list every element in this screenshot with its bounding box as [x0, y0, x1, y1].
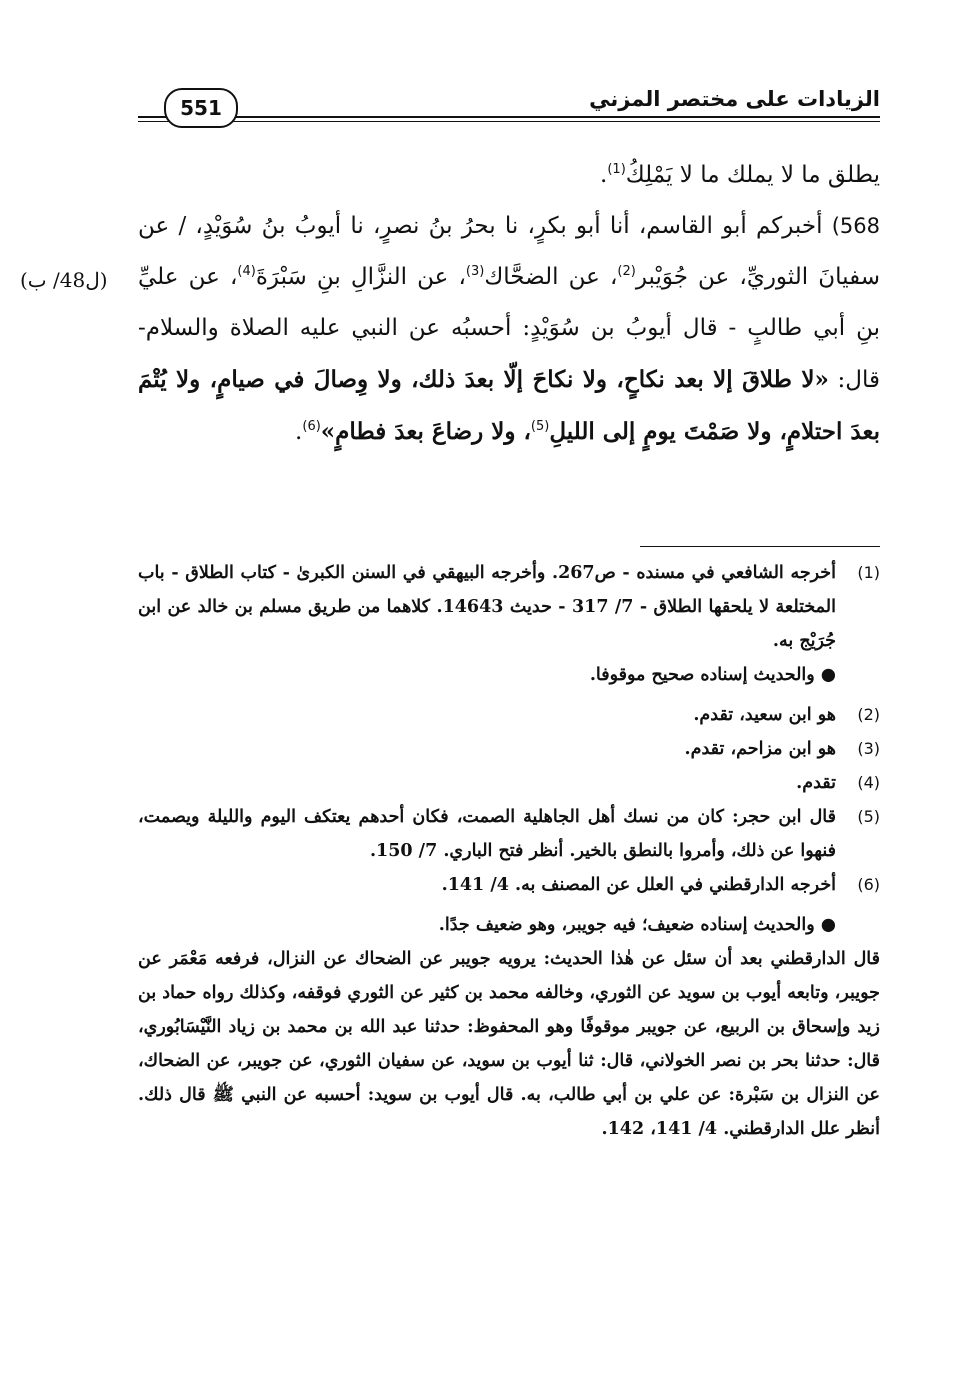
matn-end: .: [295, 419, 303, 445]
page-header: [138, 82, 880, 128]
footnote-ref-3: (3): [465, 264, 485, 279]
footnote-6: [138, 868, 880, 902]
opening-line: [138, 150, 880, 201]
footnote-text: هو ابن سعيد، تقدم.: [693, 705, 836, 725]
footnote-text: هو ابن مزاحم، تقدم.: [684, 739, 836, 759]
footnote-3: [138, 732, 880, 766]
isnad-part-b: ، عن الضحَّاك: [484, 264, 618, 290]
footnote-5: [138, 800, 880, 868]
footnote-number: (1): [857, 563, 880, 582]
isnad-part-d: ، عن عليِّ بنِ أبي طالبٍ - قال أيوبُ بن سُوَيْدٍ: أحسبُه عن النبي عليه الصلاة والسلام- قال:: [138, 264, 880, 393]
isnad-part-c: ، عن النزَّالِ بنِ سَبْرَةَ: [255, 264, 466, 290]
footnote-note-text: والحديث إسناده صحيح موقوفا.: [589, 665, 815, 685]
hadith-number: 568): [831, 214, 880, 238]
matn-part-a: «لا طلاقَ إلا بعد نكاحٍ، ولا نكاحَ إلّا بعدَ ذلك، ولا وِصالَ في صيامٍ، ولا يُتْمَ بعدَ احتلامٍ، ولا صَمْتَ يومٍ إلى الليلِ: [138, 366, 880, 445]
header-rule: [138, 116, 880, 118]
footnotes: [138, 556, 880, 1146]
footnote-separator: [640, 546, 880, 547]
bullet-icon: ●: [820, 915, 836, 935]
page-number: 551: [164, 88, 238, 128]
footnote-text: قال ابن حجر: كان من نسك أهل الجاهلية الصمت، فكان أحدهم يعتكف اليوم والليلة ويصمت، فنهوا عن ذلك، وأمروا بالنطق بالخير. أنظر فتح الباري. 7/ 150.: [138, 807, 836, 861]
header-rule-thin: [138, 121, 880, 122]
opening-line-text: يطلق ما لا يملك ما لا يَمْلِكُ: [625, 162, 880, 188]
footnote-text: أخرجه الدارقطني في العلل عن المصنف به. 4/ 141.: [441, 875, 836, 895]
manuscript-folio-reference: (ل48/ ب): [20, 268, 108, 292]
opening-line-end: .: [600, 162, 608, 188]
footnote-ref-4: (4): [237, 264, 256, 279]
footnote-ref-5: (5): [530, 419, 550, 434]
footnote-ref-2: (2): [617, 264, 636, 279]
footnote-number: (2): [857, 705, 880, 724]
footnote-number: (6): [857, 875, 880, 894]
footnote-1: [138, 556, 880, 658]
footnote-text: تقدم.: [796, 773, 836, 793]
hadith-568: [138, 201, 880, 458]
footnote-4: [138, 766, 880, 800]
matn-part-b: ، ولا رضاعَ بعدَ فطامٍ»: [320, 418, 531, 445]
footnote-note-text: والحديث إسناده ضعيف؛ فيه جويبر، وهو ضعيف جدًا.: [438, 915, 815, 935]
footnote-6-paragraph: قال الدارقطني بعد أن سئل عن هٰذا الحديث: يرويه جويبر عن الضحاك عن النزال، فرفعه مَعْمَر عن جويبر، وتابعه أيوب بن سويد عن الثوري، وخالفه محمد بن كثير عن الثوري فوقفه، وكذلك رواه حماد بن زيد وإسحاق بن الربيع، عن جويبر موقوفًا وهو المحفوظ: حدثنا عبد الله بن محمد بن زياد النَّيْسَابُوري، قال: حدثنا بحر بن نصر الخولاني، قال: ثنا أيوب بن سويد، عن سفيان الثوري، عن جويبر، عن الضحاك، عن النزال بن سَبْرة: عن علي بن أبي طالب، به. قال أيوب بن سويد: أحسبه عن النبي ﷺ قال ذلك. أنظر علل الدارقطني. 4/ 141، 142.: [138, 949, 880, 1139]
footnote-number: (4): [857, 773, 880, 792]
footnote-1-note: [138, 658, 880, 692]
footnote-6-note: [138, 908, 880, 942]
bullet-icon: ●: [820, 665, 836, 685]
book-title: الزيادات على مختصر المزني: [581, 84, 880, 114]
isnad-part-a: أخبركم أبو القاسم، أنا أبو بكرٍ، نا بحرُ بنُ نصرٍ، نا أيوبُ بنُ سُوَيْدٍ، / عن سفيانَ الثوريِّ، عن جُوَيْبر: [138, 213, 880, 290]
footnote-2: [138, 698, 880, 732]
footnote-text: أخرجه الشافعي في مسنده - ص267. وأخرجه البيهقي في السنن الكبرىٰ - كتاب الطلاق - باب المختلعة لا يلحقها الطلاق - 7/ 317 - حديث 14643. كلاهما من طريق مسلم بن خالد عن ابن جُرَيْج به.: [138, 563, 836, 651]
footnote-ref-6: (6): [302, 419, 321, 434]
main-text: [138, 150, 880, 458]
footnote-number: (5): [857, 807, 880, 826]
footnote-number: (3): [857, 739, 880, 758]
footnote-ref-1: (1): [607, 162, 626, 177]
